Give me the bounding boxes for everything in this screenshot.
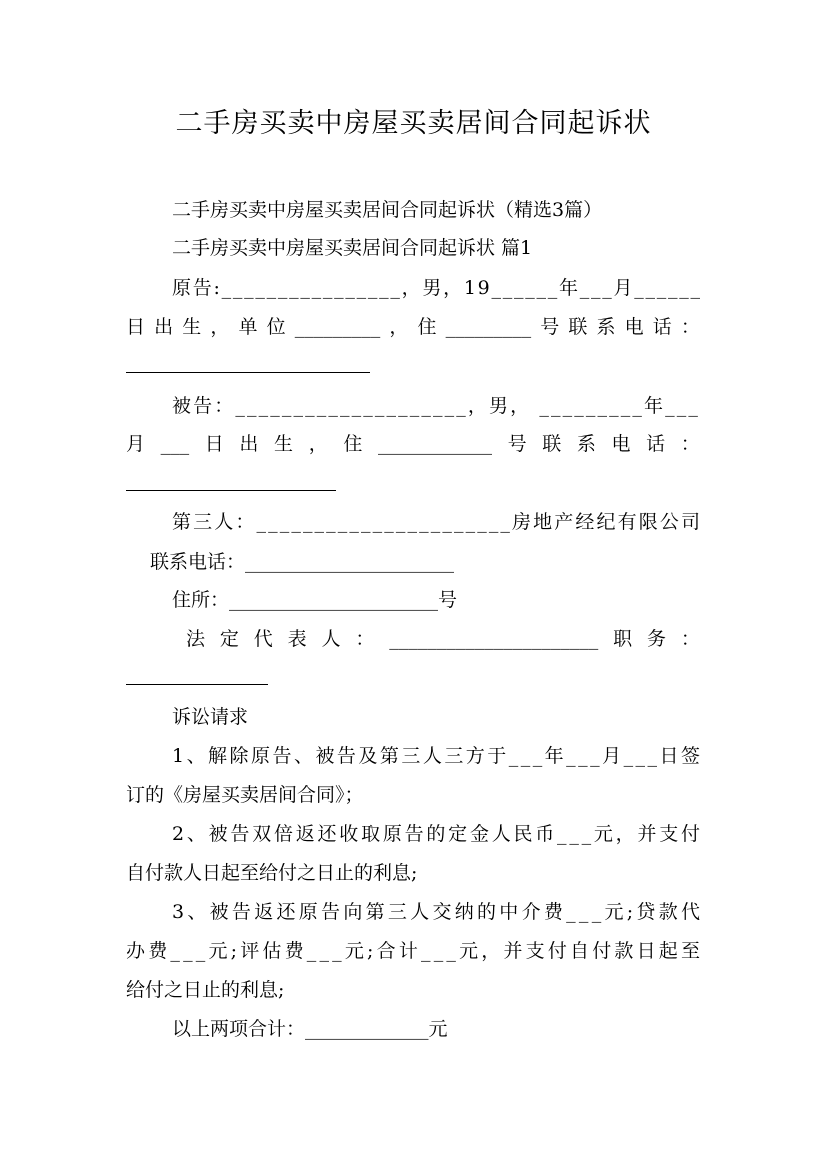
third-party-line xyxy=(172,508,703,536)
representative-char: 定 xyxy=(219,628,239,650)
claim-1-text-1: 1、解除原告、被告及第三人三方于___年___月___日签 xyxy=(172,745,703,767)
plaintiff-char: 号 xyxy=(540,316,560,338)
claim-3-line-3: 给付之日止的利息; xyxy=(126,979,285,1001)
third-party-phone: 联系电话：______________________ xyxy=(150,551,455,573)
document-title: 二手房买卖中房屋买卖居间合同起诉状 xyxy=(175,108,652,139)
plaintiff-char: 位 xyxy=(266,316,286,338)
claim-1-line-2: 订的《房屋买卖居间合同》； xyxy=(126,784,364,806)
defendant-line-2 xyxy=(126,430,700,458)
representative-char: 职 xyxy=(613,628,633,650)
plaintiff-char: 联 xyxy=(568,316,588,338)
defendant-char: 号 xyxy=(507,433,527,455)
representative-name-blank: ______________________ xyxy=(389,628,599,650)
claim-2-text-1: 2、被告双倍返还收取原告的定金人民币___元，并支付 xyxy=(172,823,703,845)
plaintiff-char: 系 xyxy=(596,316,616,338)
plaintiff-char: ： xyxy=(680,316,700,338)
third-party-address: 住所：______________________号 xyxy=(172,589,458,611)
plaintiff-line-2 xyxy=(126,313,700,341)
defendant-char: 日 xyxy=(204,433,224,455)
defendant-line-1 xyxy=(172,392,700,420)
defendant-day-blank: ___ xyxy=(160,433,190,455)
defendant-line-1-text: 被告：____________________，男， _________年___ xyxy=(172,395,700,417)
claim-2-line-1 xyxy=(172,820,703,848)
claim-3-line-2 xyxy=(126,937,704,965)
representative-char: 表 xyxy=(287,628,307,650)
plaintiff-char: 电 xyxy=(624,316,644,338)
plaintiff-line-1 xyxy=(172,274,700,302)
plaintiff-char: 生 xyxy=(182,316,202,338)
defendant-char: 住 xyxy=(343,433,363,455)
plaintiff-address-blank: _________ xyxy=(445,316,532,338)
plaintiff-employer-blank: _________ xyxy=(294,316,381,338)
claims-heading: 诉讼请求 xyxy=(172,706,249,728)
defendant-char: 系 xyxy=(576,433,596,455)
third-party-text: 第三人：______________________房地产经纪有限公司 xyxy=(172,511,703,533)
plaintiff-char: 出 xyxy=(154,316,174,338)
defendant-char: 月 xyxy=(126,433,146,455)
representative-char: 代 xyxy=(253,628,273,650)
claim-3-text-2: 办费___元;评估费___元;合计___元，并支付自付款日起至 xyxy=(126,940,704,962)
defendant-char: ： xyxy=(680,433,700,455)
defendant-char: 出 xyxy=(239,433,259,455)
representative-char: ： xyxy=(355,628,375,650)
defendant-char: 联 xyxy=(542,433,562,455)
claim-3-line-1 xyxy=(172,898,704,926)
claim-2-line-2: 自付款人日起至给付之日止的利息; xyxy=(126,862,418,884)
plaintiff-char: 住 xyxy=(417,316,437,338)
position-blank xyxy=(126,684,268,685)
plaintiff-phone-blank xyxy=(126,372,370,373)
defendant-char: ， xyxy=(308,433,328,455)
plaintiff-char: ， xyxy=(210,316,230,338)
representative-char: 法 xyxy=(186,628,206,650)
claim-3-text-1: 3、被告返还原告向第三人交纳的中介费___元;贷款代 xyxy=(172,901,704,923)
representative-line xyxy=(186,625,700,653)
claims-total: 以上两项合计：_____________元 xyxy=(172,1018,448,1040)
defendant-char: 话 xyxy=(646,433,666,455)
claim-1-line-1 xyxy=(172,742,703,770)
representative-char: ： xyxy=(680,628,700,650)
plaintiff-char: 话 xyxy=(652,316,672,338)
defendant-phone-blank xyxy=(126,490,336,491)
defendant-char: 电 xyxy=(611,433,631,455)
plaintiff-char: 单 xyxy=(238,316,258,338)
section-heading: 二手房买卖中房屋买卖居间合同起诉状 篇1 xyxy=(172,237,533,259)
plaintiff-line-1-text: 原告:________________，男，19______年___月______ xyxy=(172,277,702,299)
defendant-address-blank: ____________ xyxy=(377,433,492,455)
plaintiff-char: 日 xyxy=(126,316,146,338)
plaintiff-char: ， xyxy=(389,316,409,338)
representative-char: 人 xyxy=(321,628,341,650)
representative-char: 务 xyxy=(646,628,666,650)
subtitle: 二手房买卖中房屋买卖居间合同起诉状（精选3篇） xyxy=(172,199,603,221)
defendant-char: 生 xyxy=(274,433,294,455)
